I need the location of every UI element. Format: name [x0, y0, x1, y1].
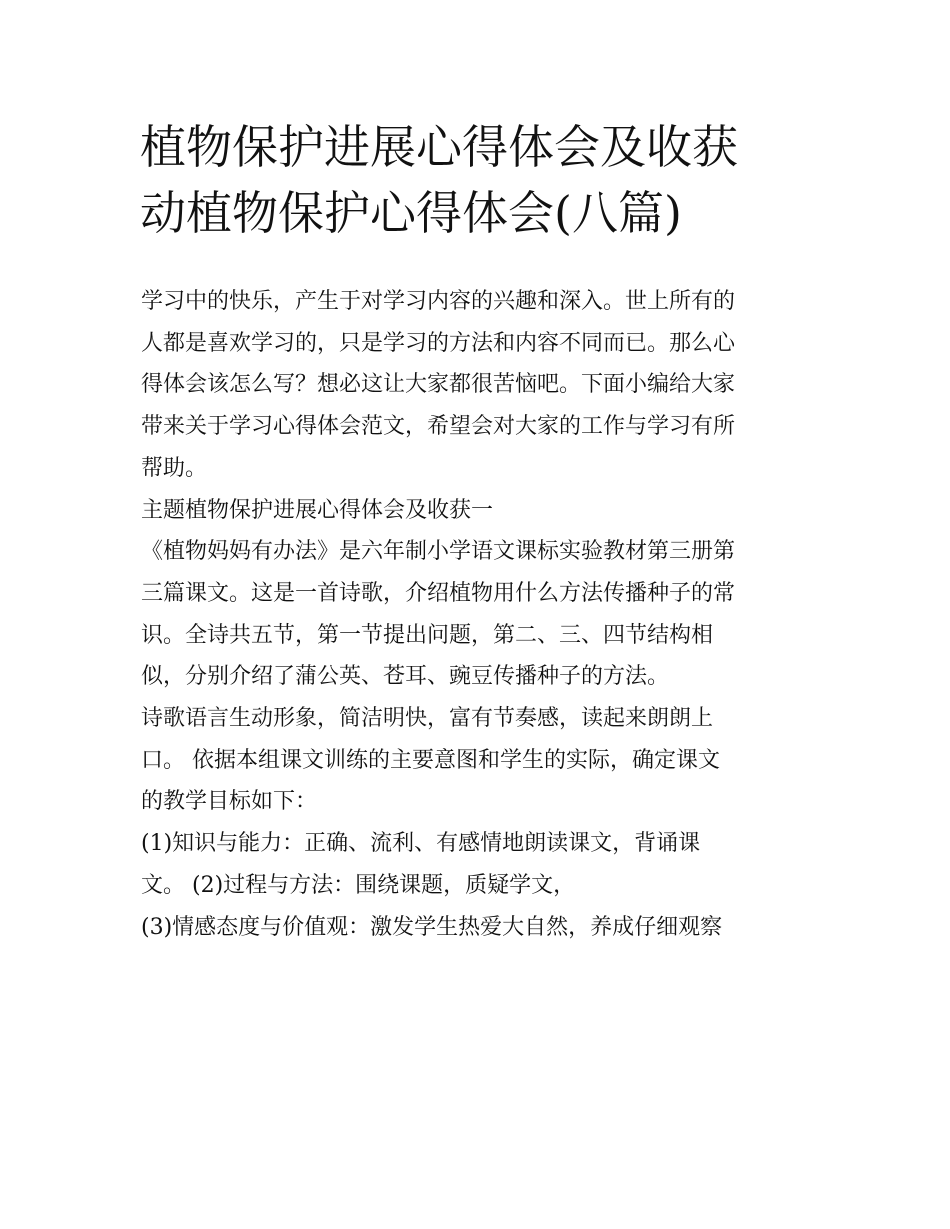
text-line: 《植物妈妈有办法》是六年制小学语文课标实验教材第三册第 [141, 539, 736, 565]
lesson-intro-paragraph [141, 531, 821, 698]
text-line: 文。 (2)过程与方法：围绕课题，质疑学文， [141, 872, 576, 898]
text-line: 口。 依据本组课文训练的主要意图和学生的实际，确定课文 [141, 747, 720, 773]
goal-1-paragraph [141, 823, 821, 906]
title-line: 动植物保护心得体会(八篇) [140, 186, 682, 240]
text-line: (3)情感态度与价值观：激发学生热爱大自然，养成仔细观察 [141, 914, 723, 940]
document-body [141, 281, 821, 948]
intro-paragraph [141, 281, 821, 490]
text-line: 三篇课文。这是一首诗歌，介绍植物用什么方法传播种子的常 [141, 580, 736, 606]
goal-3-paragraph [141, 907, 821, 949]
text-line: 人都是喜欢学习的，只是学习的方法和内容不同而已。那么心 [141, 330, 736, 356]
title-line: 植物保护进展心得体会及收获 [140, 120, 738, 174]
document-title [140, 114, 860, 246]
section-heading [141, 490, 821, 532]
text-line: 帮助。 [141, 455, 208, 481]
poem-style-paragraph [141, 698, 821, 823]
text-line: 似，分别介绍了蒲公英、苍耳、豌豆传播种子的方法。 [141, 664, 670, 690]
text-line: (1)知识与能力：正确、流利、有感情地朗读课文，背诵课 [141, 831, 701, 857]
text-line: 学习中的快乐，产生于对学习内容的兴趣和深入。世上所有的 [141, 289, 736, 314]
text-line: 的教学目标如下： [141, 789, 318, 815]
text-line: 主题植物保护进展心得体会及收获一 [141, 497, 494, 523]
text-line: 诗歌语言生动形象，简洁明快，富有节奏感，读起来朗朗上 [141, 706, 714, 732]
text-line: 识。全诗共五节，第一节提出问题，第二、三、四节结构相 [141, 622, 714, 648]
text-line: 得体会该怎么写？想必这让大家都很苦恼吧。下面小编给大家 [141, 372, 736, 398]
text-line: 带来关于学习心得体会范文，希望会对大家的工作与学习有所 [141, 414, 736, 440]
